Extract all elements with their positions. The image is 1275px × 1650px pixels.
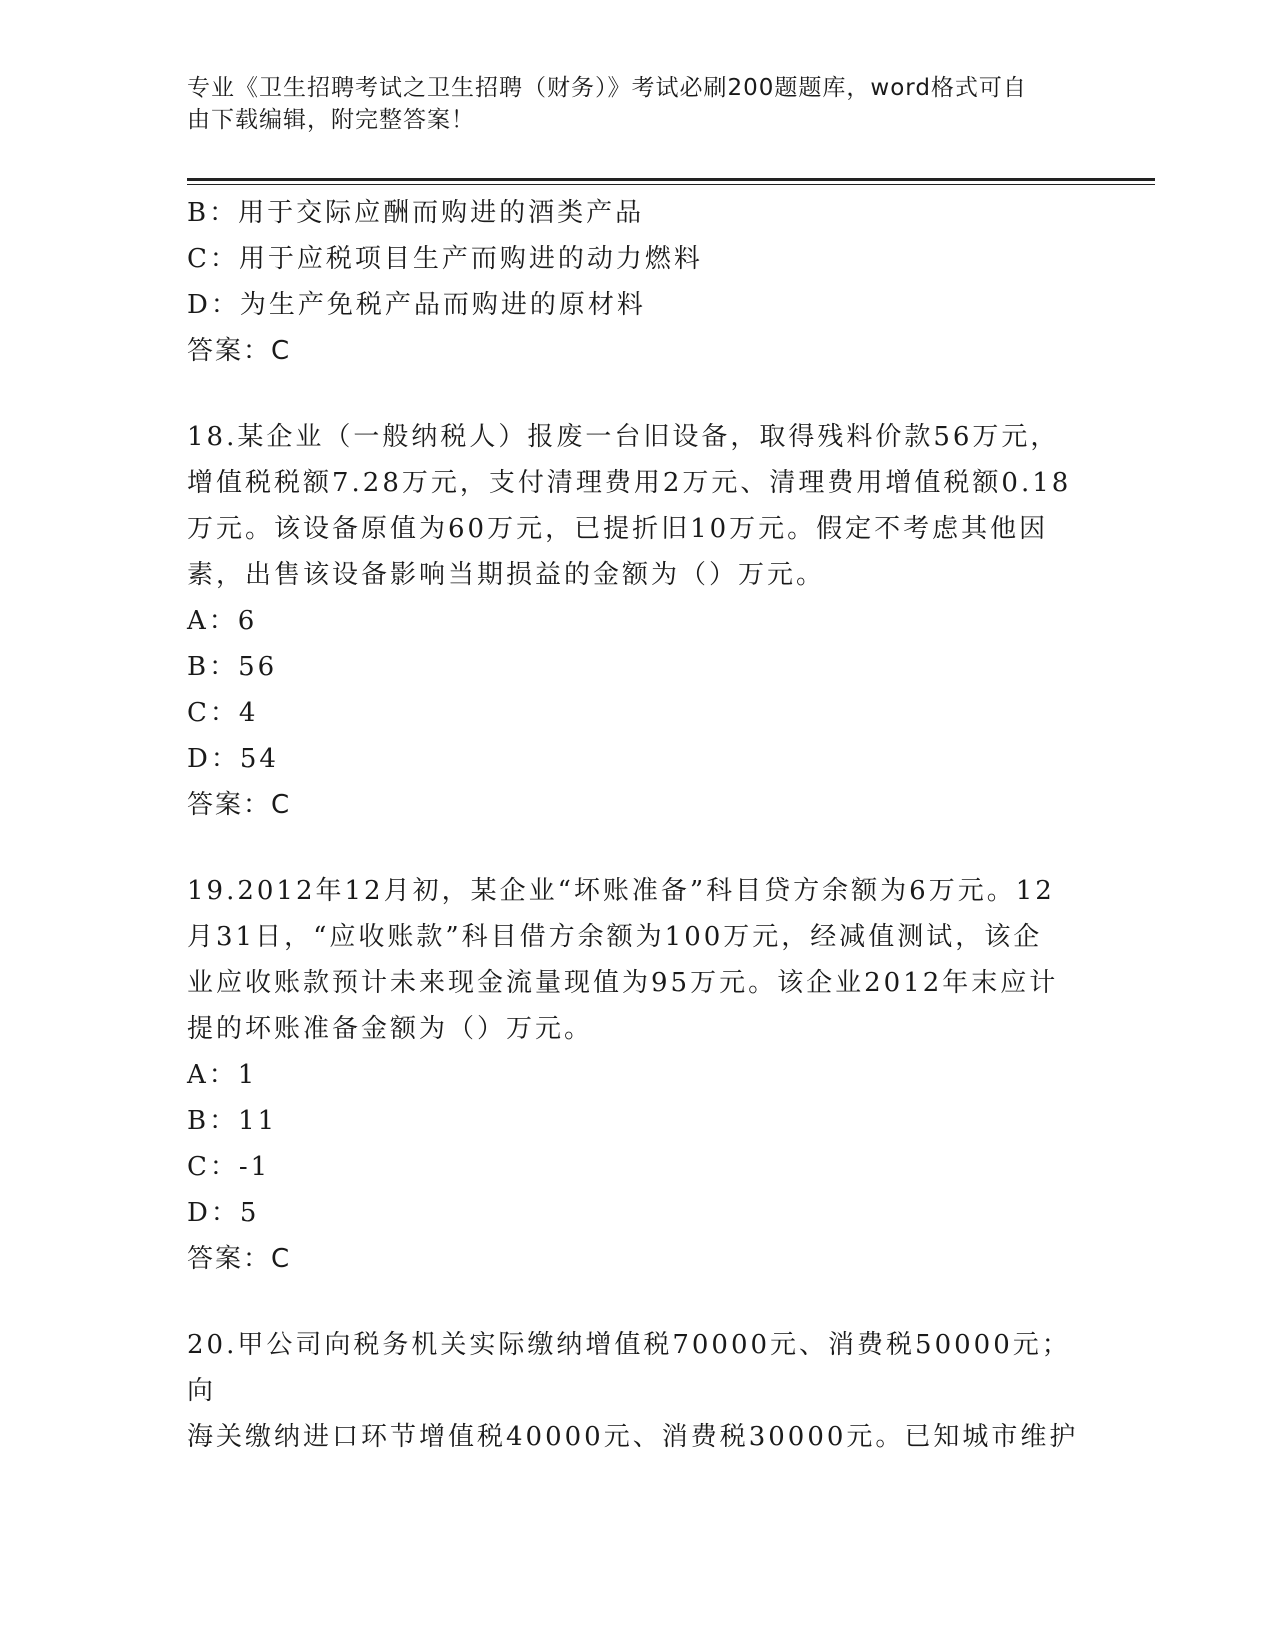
option-a: A：6	[187, 606, 258, 636]
question-19	[187, 868, 1087, 1282]
answer-line: 答案：C	[187, 790, 292, 820]
spacer	[187, 374, 1087, 414]
option-a: A：1	[187, 1060, 258, 1090]
question-18	[187, 414, 1087, 828]
option-c: C：-1	[187, 1152, 271, 1182]
question-stem-line: 月31日，“应收账款”科目借方余额为100万元，经减值测试，该企	[187, 922, 1043, 952]
question-stem-line: 素，出售该设备影响当期损益的金额为（）万元。	[187, 560, 826, 590]
spacer	[187, 1282, 1087, 1322]
question-stem-line: 20.甲公司向税务机关实际缴纳增值税70000元、消费税50000元；向	[187, 1330, 1071, 1406]
question-stem-line: 万元。该设备原值为60万元，已提折旧10万元。假定不考虑其他因	[187, 514, 1049, 544]
question-stem-line: 增值税税额7.28万元，支付清理费用2万元、清理费用增值税额0.18	[187, 468, 1072, 498]
question-stem-line: 19.2012年12月初，某企业“坏账准备”科目贷方余额为6万元。12	[187, 876, 1055, 906]
header-line-1: 专业《卫生招聘考试之卫生招聘（财务）》考试必刷200题题库，word格式可自	[187, 75, 1027, 101]
option-b: B：11	[187, 1106, 278, 1136]
page-header	[187, 72, 1067, 136]
question-stem-line: 18.某企业（一般纳税人）报废一台旧设备，取得残料价款56万元，	[187, 422, 1060, 452]
answer-line: 答案：C	[187, 336, 292, 366]
option-b: B：用于交际应酬而购进的酒类产品	[187, 198, 645, 228]
question-stem-line: 提的坏账准备金额为（）万元。	[187, 1014, 594, 1044]
question-20	[187, 1322, 1087, 1460]
question-stem-line: 海关缴纳进口环节增值税40000元、消费税30000元。已知城市维护	[187, 1422, 1079, 1452]
option-d: D：为生产免税产品而购进的原材料	[187, 290, 646, 320]
option-d: D：54	[187, 744, 279, 774]
header-rule-thick	[187, 178, 1155, 181]
question-17	[187, 190, 1087, 374]
option-b: B：56	[187, 652, 278, 682]
header-rule-thin	[187, 184, 1155, 185]
answer-line: 答案：C	[187, 1244, 292, 1274]
option-d: D：5	[187, 1198, 260, 1228]
header-line-2: 由下载编辑，附完整答案！	[187, 107, 475, 133]
document-body	[187, 190, 1087, 1460]
spacer	[187, 828, 1087, 868]
option-c: C：用于应税项目生产而购进的动力燃料	[187, 244, 703, 274]
option-c: C：4	[187, 698, 259, 728]
question-stem-line: 业应收账款预计未来现金流量现值为95万元。该企业2012年末应计	[187, 968, 1059, 998]
